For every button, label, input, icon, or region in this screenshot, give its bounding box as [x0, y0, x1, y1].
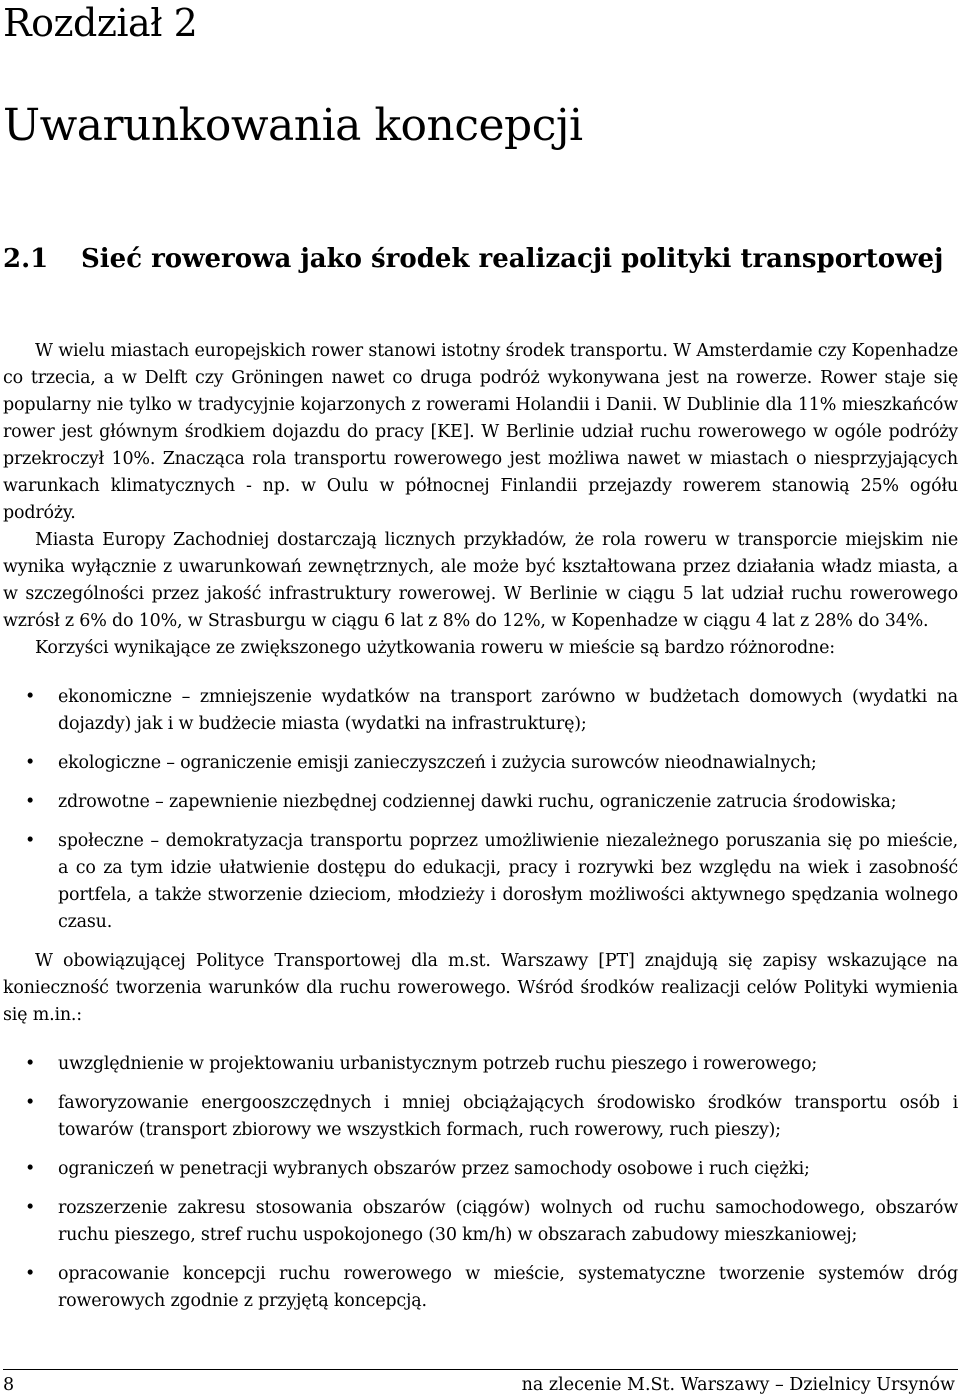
list-item: [3, 828, 958, 936]
list-item: [3, 1195, 958, 1249]
list-item: [3, 684, 958, 738]
list-item-text: ekonomiczne – zmniejszenie wydatków na transport zarówno w budżetach domowych (wydatki na dojazdy) jak i w budżecie miasta (wydatki na infrastrukturę);: [58, 687, 958, 734]
paragraph-2: Miasta Europy Zachodniej dostarczają licznych przykładów, że rola roweru w transporcie miejskim nie wynika wyłącznie z uwarunkowań zewnętrznych, ale może być kształtowana przez działania władz miasta, a w szczególności przez jakość infrastruktury rowerowej. W Berlinie w ciągu 5 lat udział ruchu rowerowego wzrósł z 6% do 10%, w Strasburgu w ciągu 6 lat z 8% do 12%, w Kopenhadze w ciągu 4 lat z 28% do 34%.: [3, 530, 958, 631]
paragraph-4: W obowiązującej Polityce Transportowej dla m.st. Warszawy [PT] znajdują się zapisy wskazujące na konieczność tworzenia warunków dla ruchu rowerowego. Wśród środków realizacji celów Polityki wymienia się m.in.:: [3, 951, 958, 1025]
benefits-list: [3, 684, 958, 936]
list-item: [3, 1090, 958, 1144]
section-number: 2.1: [3, 244, 49, 274]
list-item: [3, 1261, 958, 1315]
bullet-icon: •: [25, 1264, 36, 1284]
chapter-label: Rozdział 2: [3, 1, 198, 45]
paragraph-3: Korzyści wynikające ze zwiększonego użytkowania roweru w mieście są bardzo różnorodne:: [35, 638, 835, 658]
list-item-text: społeczne – demokratyzacja transportu poprzez umożliwienie niezależnego poruszania się po mieście, a co za tym idzie ułatwienie dostępu do edukacji, pracy i rozrywki bez względu na wiek i zasobność portfela, a także stworzenie dzieciom, młodzieży i dorosłym możliwości aktywnego spędzania wolnego czasu.: [58, 831, 958, 932]
body-text: [3, 338, 958, 1327]
chapter-title: Uwarunkowania koncepcji: [3, 100, 583, 151]
bullet-icon: •: [25, 792, 36, 812]
bullet-icon: •: [25, 687, 36, 707]
list-item-text: opracowanie koncepcji ruchu rowerowego w mieście, systematyczne tworzenie systemów dróg rowerowych zgodnie z przyjętą koncepcją.: [58, 1264, 958, 1311]
section-heading: [3, 241, 958, 277]
list-item: [3, 750, 958, 777]
list-item-text: faworyzowanie energooszczędnych i mniej obciążających środowisko środków transportu osób i towarów (transport zbiorowy we wszystkich formach, ruch rowerowy, ruch pieszy);: [58, 1093, 958, 1140]
list-item: [3, 789, 958, 816]
list-item-text: ekologiczne – ograniczenie emisji zanieczyszczeń i zużycia surowców nieodnawialnych;: [58, 753, 817, 773]
list-item: [3, 1051, 958, 1078]
list-item-text: zdrowotne – zapewnienie niezbędnej codziennej dawki ruchu, ograniczenie zatrucia środowiska;: [58, 792, 897, 812]
measures-list: [3, 1051, 958, 1315]
list-item-text: uwzględnienie w projektowaniu urbanistycznym potrzeb ruchu pieszego i rowerowego;: [58, 1054, 818, 1074]
page-number: 8: [3, 1375, 15, 1395]
bullet-icon: •: [25, 1093, 36, 1113]
footer-text: na zlecenie M.St. Warszawy – Dzielnicy Ursynów: [521, 1375, 955, 1395]
bullet-icon: •: [25, 1198, 36, 1218]
section-title: Sieć rowerowa jako środek realizacji polityki transportowej: [81, 244, 944, 274]
bullet-icon: •: [25, 1159, 36, 1179]
list-item: [3, 1156, 958, 1183]
list-item-text: rozszerzenie zakresu stosowania obszarów (ciągów) wolnych od ruchu samochodowego, obszarów ruchu pieszego, stref ruchu uspokojonego (30 km/h) w obszarach zabudowy mieszkaniowej;: [58, 1198, 958, 1245]
paragraph-1: W wielu miastach europejskich rower stanowi istotny środek transportu. W Amsterdamie czy Kopenhadze co trzecia, a w Delft czy Gröningen nawet co druga podróż wykonywana jest na rowerze. Rower staje się popularny nie tylko w tradycyjnie kojarzonych z rowerami Holandii i Danii. W Dublinie dla 11% mieszkańców rower jest głównym środkiem dojazdu do pracy [KE]. W Berlinie udział ruchu rowerowego w ogóle podróży przekroczył 10%. Znacząca rola transportu rowerowego jest możliwa nawet w miastach o niesprzyjających warunkach klimatycznych - np. w Oulu w północnej Finlandii przejazdy rowerem stanowią 25% ogółu podróży.: [3, 341, 958, 523]
list-item-text: ograniczeń w penetracji wybranych obszarów przez samochody osobowe i ruch ciężki;: [58, 1159, 810, 1179]
bullet-icon: •: [25, 753, 36, 773]
bullet-icon: •: [25, 831, 36, 851]
footer-divider: [3, 1369, 958, 1370]
bullet-icon: •: [25, 1054, 36, 1074]
